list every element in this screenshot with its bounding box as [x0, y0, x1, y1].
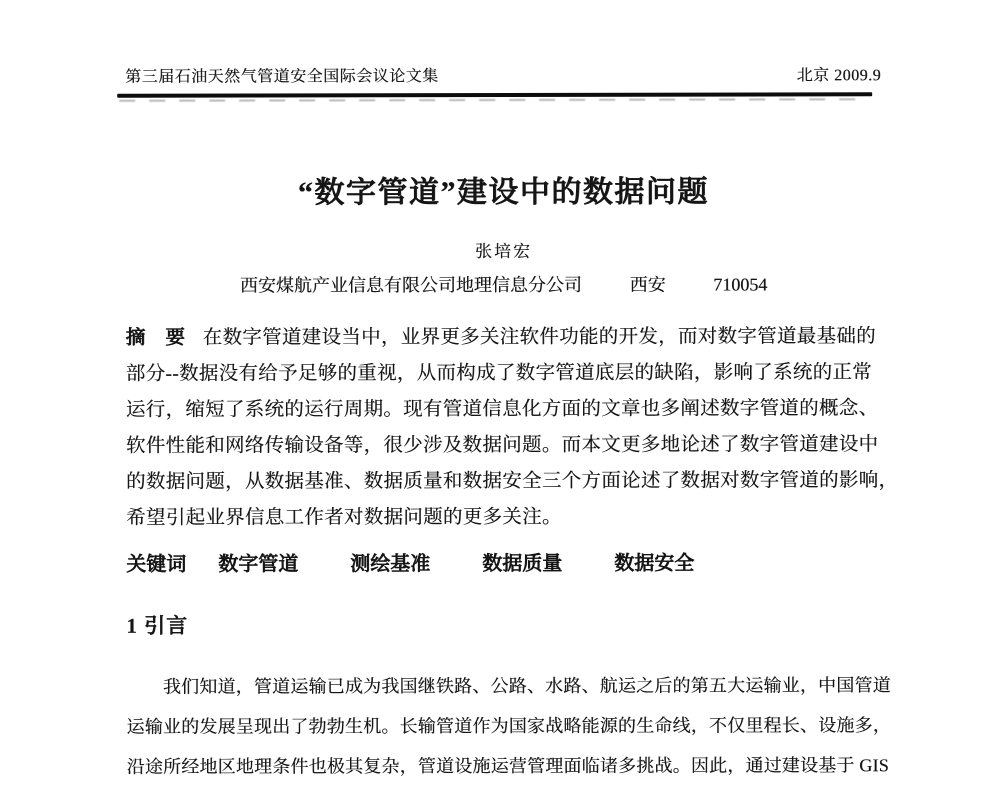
keyword-term: 数据质量 — [482, 552, 563, 576]
article-title: “数字管道”建设中的数据问题 — [297, 175, 709, 210]
section-heading: 1 引言 — [126, 613, 189, 638]
abstract-label: 摘 要 — [125, 327, 186, 349]
header-venue-date: 北京 2009.9 — [796, 67, 882, 85]
affiliation-org: 西安煤航产业信息有限公司地理信息分公司 — [239, 274, 582, 296]
keywords-line — [126, 549, 882, 579]
abstract — [125, 319, 899, 537]
affiliation-postcode: 710054 — [713, 274, 768, 295]
header-proceedings-title: 第三届石油天然气管道安全国际会议论文集 — [125, 68, 439, 86]
keyword-term: 数字管道 — [218, 553, 299, 576]
keywords-label: 关键词 — [126, 553, 187, 576]
affiliation — [126, 271, 882, 299]
keyword-term: 测绘基准 — [350, 553, 431, 576]
keyword-term: 数据安全 — [614, 552, 695, 575]
abstract-text: 在数字管道建设当中，业界更多关注软件功能的开发，而对数字管道最基础的 部分--数据没有给予足够的重视，从而构成了数字管道底层的缺陷，影响了系统的正常 运行，缩短了系统的运行周期。现有管道信息化方面的文章也多阐述数字管道的概念、 软件性能和网络传输设备等，很少涉及数据问题。而本文更多地论述了数字管道建设中 的数据问题，从数据基准、数据质量和数据安全三个方面论述了数据对数字管道的影响， 希望引起业界信息工作者对数据问题的更多关注。 — [125, 326, 899, 529]
affiliation-city: 西安 — [629, 274, 666, 295]
paragraph: 我们知道，管道运输已成为我国继铁路、公路、水路、航运之后的第五大运输业，中国管道 运输业的发展呈现出了勃勃生机。长输管道作为国家战略能源的生命线，不仅里程长、设施多， 沿途所经地区地理条件也极其复杂，管道设施运营管理面临诸多挑战。因此，通过建设基于 GIS — [126, 675, 891, 777]
author-name: 张培宏 — [475, 241, 533, 262]
scan-artifact — [119, 98, 867, 102]
header-rule — [117, 92, 872, 98]
page-header — [125, 65, 881, 88]
